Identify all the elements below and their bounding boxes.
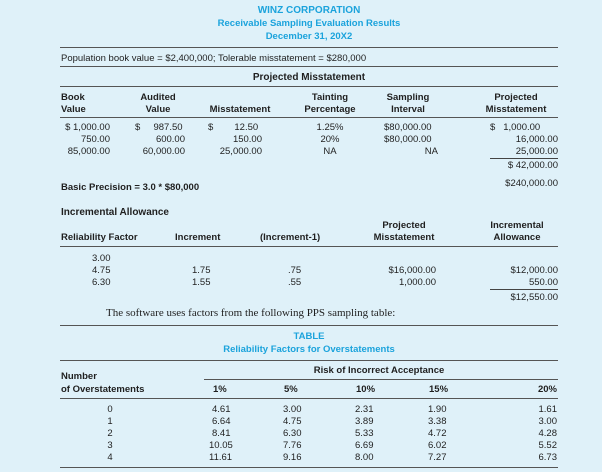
col-header: Increment	[175, 232, 221, 243]
table-cell: 150.00	[232, 134, 262, 145]
table-cell: 4.72	[428, 428, 447, 439]
col-header: Projected	[382, 220, 426, 231]
col-header: Misstatement	[373, 232, 435, 243]
divider	[60, 325, 558, 326]
row-header: of Overstatements	[61, 384, 145, 395]
col-header: 10%	[356, 384, 376, 395]
group-header: Risk of Incorrect Acceptance	[313, 365, 445, 376]
table-cell: 3	[107, 440, 113, 451]
divider	[60, 246, 558, 247]
table-cell: 1.55	[192, 277, 211, 288]
table-cell: $12,000.00	[510, 265, 558, 276]
table-cell: 3.89	[355, 416, 374, 427]
table-cell: 2	[107, 428, 113, 439]
table-cell: 1,000.00	[399, 277, 436, 288]
divider	[60, 47, 558, 48]
table-cell: 1.75	[192, 265, 211, 276]
table-cell: 60,000.00	[142, 146, 185, 157]
table-cell: 7.27	[428, 452, 447, 463]
table-cell: $ 1,000.00	[65, 122, 110, 133]
table-cell: 6.73	[538, 452, 557, 463]
table-cell: 1	[107, 416, 113, 427]
table-cell: $ 12.50	[208, 122, 259, 133]
row-header: Number	[61, 371, 97, 382]
divider	[60, 66, 558, 67]
col-header: Audited	[140, 92, 176, 103]
table-cell: 8.41	[212, 428, 231, 439]
table-cell: 4.75	[92, 265, 111, 276]
table-cell: $80,000.00	[384, 134, 432, 145]
divider	[60, 467, 558, 468]
col-header: Book	[61, 92, 85, 103]
table-cell: 4.61	[212, 404, 231, 415]
col-header: 20%	[537, 384, 557, 395]
col-header: 15%	[429, 384, 449, 395]
table-label: TABLE	[293, 331, 325, 342]
divider	[60, 117, 558, 118]
table-cell: $ 987.50	[135, 122, 183, 133]
table-cell: 0	[107, 404, 113, 415]
table-cell: 6.64	[212, 416, 231, 427]
table-cell: 750.00	[80, 134, 110, 145]
col-header: Misstatement	[485, 104, 547, 115]
table-cell: 6.30	[92, 277, 111, 288]
col-header: (Increment-1)	[260, 232, 321, 243]
table-cell: 85,000.00	[67, 146, 110, 157]
divider	[60, 398, 558, 399]
company-name: WINZ CORPORATION	[257, 5, 361, 16]
report-date: December 31, 20X2	[265, 31, 353, 42]
note-text: The software uses factors from the following PPS sampling table:	[106, 307, 396, 319]
incremental-allowance-title: Incremental Allowance	[61, 207, 169, 218]
table-cell: 550.00	[490, 277, 558, 290]
table-cell: 4.28	[538, 428, 557, 439]
col-header: 1%	[213, 384, 227, 395]
table-cell: 11.61	[209, 452, 233, 463]
table-cell: NA	[323, 146, 337, 157]
col-header: Reliability Factor	[61, 232, 138, 243]
col-header: Value	[145, 104, 171, 115]
table-cell: 6.02	[428, 440, 447, 451]
table-cell: 10.05	[209, 440, 233, 451]
table-cell: .55	[288, 277, 302, 288]
table-cell: 3.38	[428, 416, 447, 427]
table-cell: 1.61	[538, 404, 557, 415]
col-header: Value	[61, 104, 86, 115]
basic-precision-value: $240,000.00	[505, 178, 558, 189]
table-cell: 3.00	[283, 404, 302, 415]
projected-misstatement-title: Projected Misstatement	[252, 72, 366, 83]
table-cell: 25,000.00	[490, 146, 558, 159]
table-cell: 2.31	[355, 404, 374, 415]
population-line: Population book value = $2,400,000; Tolerable misstatement = $280,000	[61, 53, 367, 64]
group-divider	[204, 379, 558, 380]
col-header: Tainting	[311, 92, 349, 103]
table-cell: 1.25%	[316, 122, 344, 133]
table-cell: 8.00	[355, 452, 374, 463]
col-header: Sampling	[386, 92, 430, 103]
projected-total: $ 42,000.00	[507, 160, 558, 171]
table-cell: 7.76	[283, 440, 302, 451]
table-title: Reliability Factors for Overstatements	[223, 344, 395, 355]
table-cell: $16,000.00	[388, 265, 436, 276]
table-cell: NA	[424, 146, 438, 157]
table-cell: 4	[107, 452, 113, 463]
col-header: Percentage	[304, 104, 356, 115]
col-header: Projected	[494, 92, 538, 103]
table-cell: $80,000.00	[384, 122, 432, 133]
col-header: 5%	[284, 384, 298, 395]
table-cell: .75	[288, 265, 302, 276]
table-cell: 5.52	[538, 440, 557, 451]
basic-precision-label: Basic Precision = 3.0 * $80,000	[61, 182, 200, 193]
table-cell: 3.00	[92, 253, 111, 264]
divider	[60, 360, 558, 361]
table-cell: $ 1,000.00	[490, 122, 541, 133]
table-cell: 1.90	[428, 404, 447, 415]
table-cell: 5.33	[355, 428, 374, 439]
table-cell: 4.75	[283, 416, 302, 427]
table-cell: 25,000.00	[219, 146, 262, 157]
col-header: Allowance	[493, 232, 541, 243]
table-cell: 600.00	[155, 134, 185, 145]
divider	[60, 86, 558, 87]
incremental-total: $12,550.00	[510, 292, 558, 303]
col-header: Misstatement	[209, 104, 271, 115]
table-cell: 16,000.00	[515, 134, 558, 145]
table-cell: 9.16	[283, 452, 302, 463]
table-cell: 6.69	[355, 440, 374, 451]
table-cell: 20%	[320, 134, 340, 145]
report-title: Receivable Sampling Evaluation Results	[217, 18, 401, 29]
table-cell: 6.30	[283, 428, 302, 439]
col-header: Interval	[391, 104, 425, 115]
col-header: Incremental	[490, 220, 544, 231]
table-cell: 3.00	[538, 416, 557, 427]
